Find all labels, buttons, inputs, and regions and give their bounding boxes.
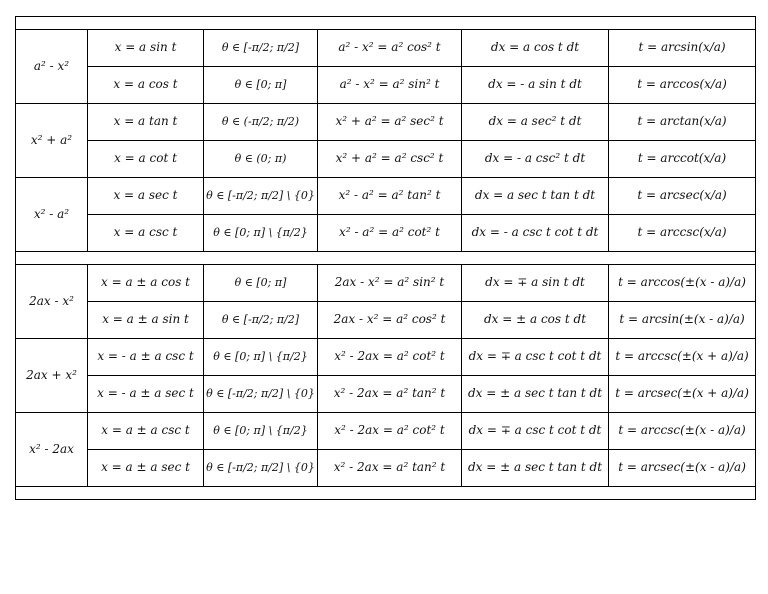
spacer-cell (16, 487, 756, 500)
range-cell: θ ∈ (-π/2; π/2) (204, 104, 318, 141)
inverse-cell: t = arccsc(±(x - a)/a) (609, 413, 756, 450)
range-cell: θ ∈ [0; π] \ {π/2} (204, 339, 318, 376)
table-row (16, 30, 756, 67)
inverse-cell: t = arccos(x/a) (609, 67, 756, 104)
identity-cell: x² - 2ax = a² tan² t (318, 376, 462, 413)
spacer-row (16, 487, 756, 500)
range-cell: θ ∈ [0; π] (204, 265, 318, 302)
identity-cell: x² - a² = a² tan² t (318, 178, 462, 215)
substitution-cell: x = a csc t (88, 215, 204, 252)
range-cell: θ ∈ (0; π) (204, 141, 318, 178)
inverse-cell: t = arcsin(±(x - a)/a) (609, 302, 756, 339)
substitution-table (15, 16, 756, 500)
identity-cell: 2ax - x² = a² cos² t (318, 302, 462, 339)
range-cell: θ ∈ [0; π] \ {π/2} (204, 215, 318, 252)
identity-cell: a² - x² = a² sin² t (318, 67, 462, 104)
substitution-cell: x = a cos t (88, 67, 204, 104)
substitution-cell: x = a ± a sec t (88, 450, 204, 487)
range-cell: θ ∈ [0; π] \ {π/2} (204, 413, 318, 450)
differential-cell: dx = ∓ a sin t dt (462, 265, 609, 302)
expression-group-label: 2ax + x² (16, 339, 88, 413)
substitution-cell: x = - a ± a csc t (88, 339, 204, 376)
spacer-cell (16, 17, 756, 30)
table-body (16, 17, 756, 500)
differential-cell: dx = - a csc² t dt (462, 141, 609, 178)
inverse-cell: t = arcsec(±(x - a)/a) (609, 450, 756, 487)
table-row (16, 339, 756, 376)
range-cell: θ ∈ [-π/2; π/2] \ {0} (204, 450, 318, 487)
differential-cell: dx = a sec t tan t dt (462, 178, 609, 215)
substitution-cell: x = - a ± a sec t (88, 376, 204, 413)
differential-cell: dx = a cos t dt (462, 30, 609, 67)
table-row (16, 67, 756, 104)
range-cell: θ ∈ [-π/2; π/2] (204, 30, 318, 67)
identity-cell: x² - 2ax = a² cot² t (318, 339, 462, 376)
identity-cell: x² + a² = a² csc² t (318, 141, 462, 178)
expression-group-label: x² - a² (16, 178, 88, 252)
table-row (16, 302, 756, 339)
inverse-cell: t = arcsec(±(x + a)/a) (609, 376, 756, 413)
table-row (16, 376, 756, 413)
expression-group-label: 2ax - x² (16, 265, 88, 339)
differential-cell: dx = - a sin t dt (462, 67, 609, 104)
range-cell: θ ∈ [0; π] (204, 67, 318, 104)
differential-cell: dx = - a csc t cot t dt (462, 215, 609, 252)
identity-cell: x² - 2ax = a² cot² t (318, 413, 462, 450)
table-row (16, 265, 756, 302)
inverse-cell: t = arcsin(x/a) (609, 30, 756, 67)
identity-cell: a² - x² = a² cos² t (318, 30, 462, 67)
differential-cell: dx = ± a sec t tan t dt (462, 376, 609, 413)
range-cell: θ ∈ [-π/2; π/2] \ {0} (204, 178, 318, 215)
table-row (16, 413, 756, 450)
identity-cell: x² - 2ax = a² tan² t (318, 450, 462, 487)
inverse-cell: t = arccos(±(x - a)/a) (609, 265, 756, 302)
differential-cell: dx = ± a sec t tan t dt (462, 450, 609, 487)
range-cell: θ ∈ [-π/2; π/2] (204, 302, 318, 339)
differential-cell: dx = ± a cos t dt (462, 302, 609, 339)
differential-cell: dx = ∓ a csc t cot t dt (462, 339, 609, 376)
identity-cell: x² - a² = a² cot² t (318, 215, 462, 252)
substitution-cell: x = a ± a sin t (88, 302, 204, 339)
range-cell: θ ∈ [-π/2; π/2] \ {0} (204, 376, 318, 413)
spacer-row (16, 252, 756, 265)
differential-cell: dx = ∓ a csc t cot t dt (462, 413, 609, 450)
substitution-cell: x = a ± a csc t (88, 413, 204, 450)
table-row (16, 104, 756, 141)
inverse-cell: t = arccsc(x/a) (609, 215, 756, 252)
spacer-cell (16, 252, 756, 265)
table-row (16, 178, 756, 215)
differential-cell: dx = a sec² t dt (462, 104, 609, 141)
expression-group-label: a² - x² (16, 30, 88, 104)
inverse-cell: t = arccot(x/a) (609, 141, 756, 178)
substitution-cell: x = a tan t (88, 104, 204, 141)
inverse-cell: t = arctan(x/a) (609, 104, 756, 141)
table-row (16, 215, 756, 252)
identity-cell: x² + a² = a² sec² t (318, 104, 462, 141)
expression-group-label: x² + a² (16, 104, 88, 178)
substitution-cell: x = a sec t (88, 178, 204, 215)
substitution-cell: x = a sin t (88, 30, 204, 67)
substitution-cell: x = a cot t (88, 141, 204, 178)
spacer-row (16, 17, 756, 30)
expression-group-label: x² - 2ax (16, 413, 88, 487)
identity-cell: 2ax - x² = a² sin² t (318, 265, 462, 302)
inverse-cell: t = arcsec(x/a) (609, 178, 756, 215)
table-row (16, 450, 756, 487)
table-row (16, 141, 756, 178)
substitution-cell: x = a ± a cos t (88, 265, 204, 302)
inverse-cell: t = arccsc(±(x + a)/a) (609, 339, 756, 376)
